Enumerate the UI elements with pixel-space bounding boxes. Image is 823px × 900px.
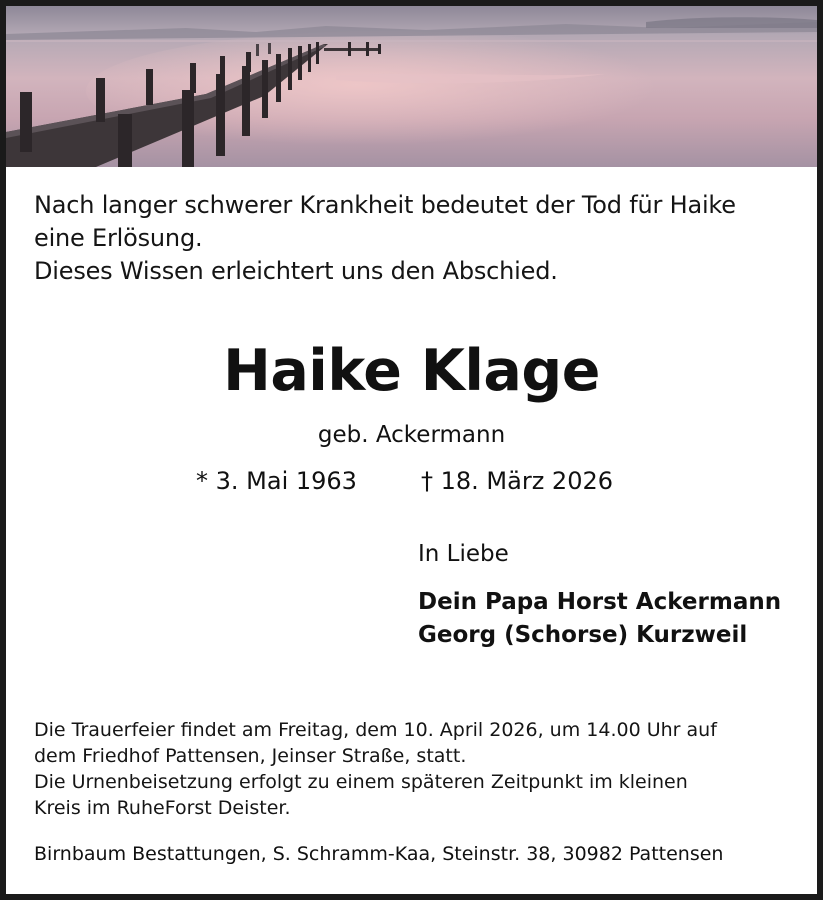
undertaker-info: Birnbaum Bestattungen, S. Schramm-Kaa, Steinstr. 38, 30982 Pattensen xyxy=(34,843,724,865)
mourner-name: Georg (Schorse) Kurzweil xyxy=(418,622,748,648)
funeral-line: dem Friedhof Pattensen, Jeinser Straße, statt. xyxy=(34,745,467,767)
intro-line: Nach langer schwerer Krankheit bedeutet der Tod für Haike xyxy=(34,191,736,219)
mourners-list xyxy=(418,586,781,652)
lake-jetty-photo xyxy=(6,6,817,167)
urn-line: Die Urnenbeisetzung erfolgt zu einem späteren Zeitpunkt im kleinen xyxy=(34,771,688,793)
deceased-name: Haike Klage xyxy=(223,338,600,404)
death-date: † 18. März 2026 xyxy=(421,467,614,495)
urn-line: Kreis im RuheForst Deister. xyxy=(34,797,291,819)
funeral-line: Die Trauerfeier findet am Freitag, dem 10. April 2026, um 14.00 Uhr auf xyxy=(34,719,717,741)
intro-line: Dieses Wissen erleichtert uns den Abschied. xyxy=(34,257,558,285)
intro-text xyxy=(34,189,804,288)
maiden-name: geb. Ackermann xyxy=(317,422,506,448)
intro-line: eine Erlösung. xyxy=(34,224,203,252)
mourner-name: Dein Papa Horst Ackermann xyxy=(418,589,782,615)
mourners-intro: In Liebe xyxy=(418,541,509,567)
lake-jetty-sunset-photo-icon xyxy=(6,6,817,167)
funeral-details xyxy=(34,717,791,821)
birth-date: * 3. Mai 1963 xyxy=(196,467,357,495)
